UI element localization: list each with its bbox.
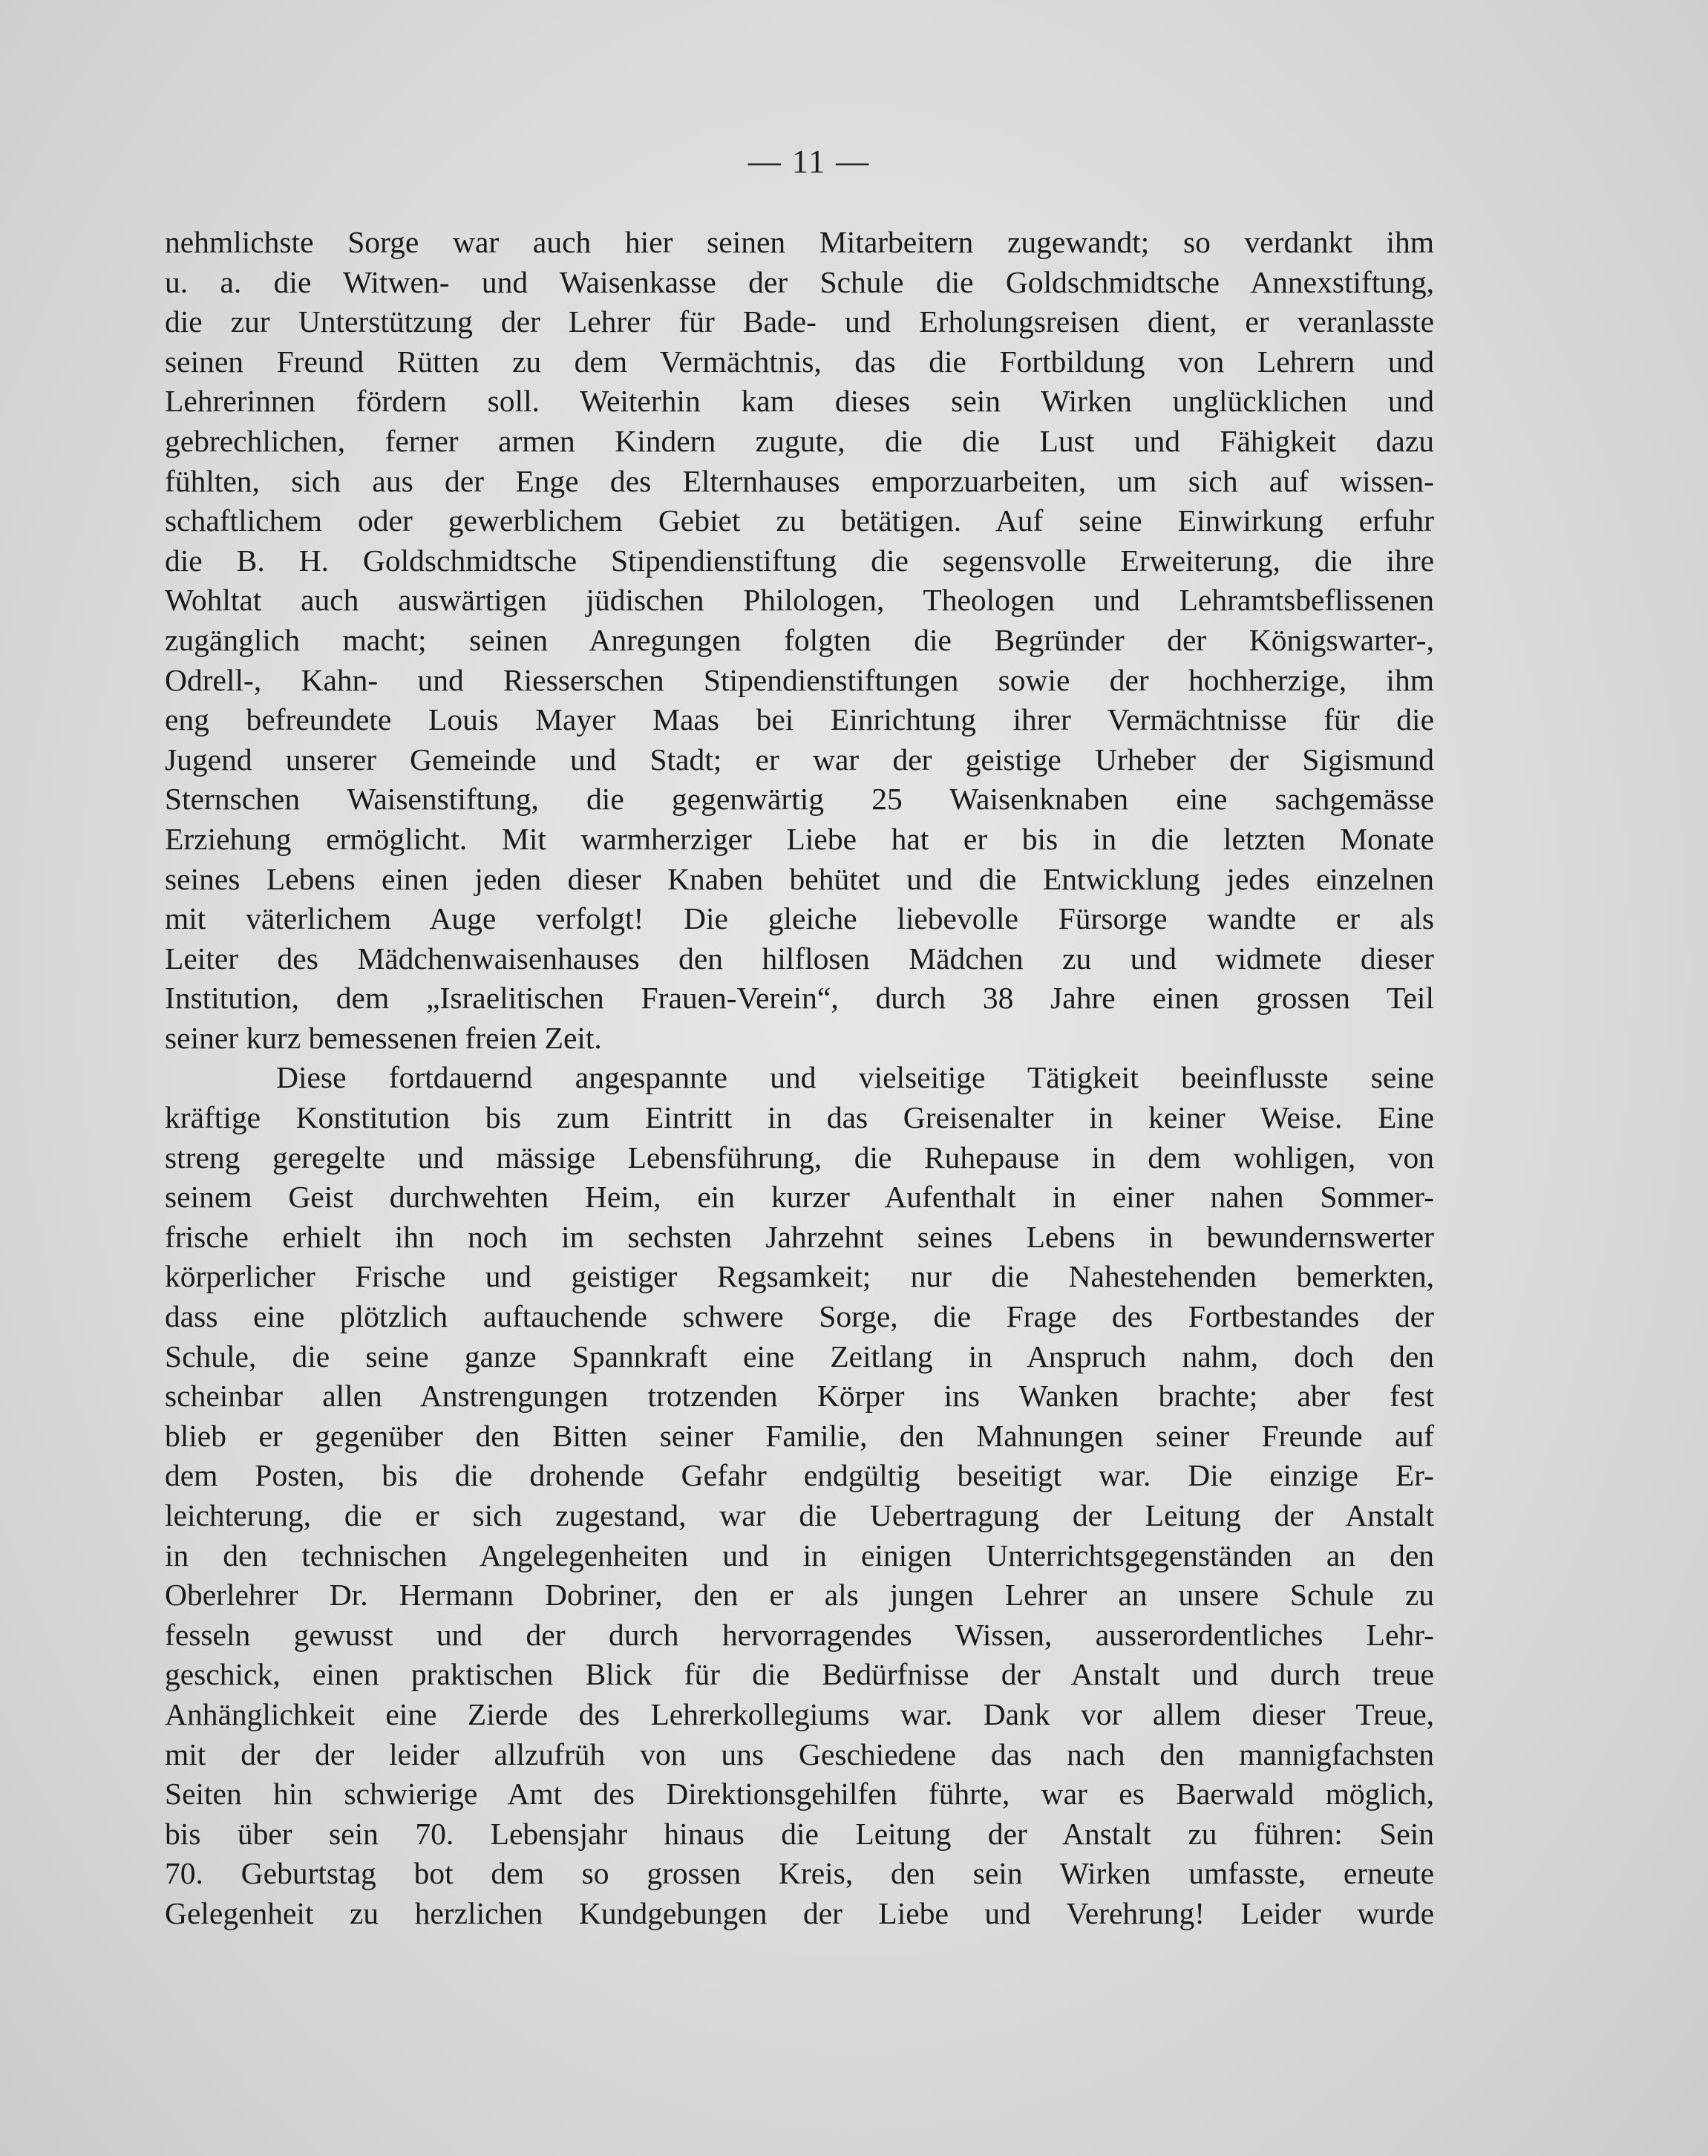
text-line: blieb er gegenüber den Bitten seiner Familie, den Mahnungen seiner Freunde auf	[165, 1418, 1434, 1453]
text-line: scheinbar allen Anstrengungen trotzenden Körper ins Wanken brachte; aber fest	[165, 1379, 1434, 1414]
text-line: Gelegenheit zu herzlichen Kundgebungen der Liebe und Verehrung! Leider wurde	[165, 1895, 1434, 1930]
text-line: leichterung, die er sich zugestand, war die Uebertragung der Leitung der Anstalt	[165, 1498, 1434, 1532]
text-line: mit väterlichem Auge verfolgt! Die gleiche liebevolle Fürsorge wandte er als	[165, 901, 1434, 936]
text-line: Institution, dem „Israelitischen Frauen-Verein“, durch 38 Jahre einen grossen Teil	[165, 981, 1434, 1016]
text-line: schaftlichem oder gewerblichem Gebiet zu betätigen. Auf seine Einwirkung erfuhr	[165, 503, 1434, 538]
text-line: Erziehung ermöglicht. Mit warmherziger Liebe hat er bis in die letzten Monate	[165, 821, 1434, 856]
text-line: mit der der leider allzufrüh von uns Geschiedene das nach den mannigfachsten	[165, 1737, 1434, 1771]
text-line: geschick, einen praktischen Blick für die Bedürfnisse der Anstalt und durch treue	[165, 1657, 1434, 1692]
text-line: nehmlichste Sorge war auch hier seinen Mitarbeitern zugewandt; so verdankt ihm	[165, 225, 1434, 259]
text-line: Leiter des Mädchenwaisenhauses den hilflosen Mädchen zu und widmete dieser	[165, 941, 1434, 976]
text-line: fesseln gewusst und der durch hervorragendes Wissen, ausserordentliches Lehr-	[165, 1617, 1434, 1652]
text-line: gebrechlichen, ferner armen Kindern zugute, die die Lust und Fähigkeit dazu	[165, 423, 1434, 458]
text-line: die zur Unterstützung der Lehrer für Bade- und Erholungsreisen dient, er veranlasste	[165, 304, 1434, 339]
text-line: Schule, die seine ganze Spannkraft eine Zeitlang in Anspruch nahm, doch den	[165, 1339, 1434, 1373]
text-line: Wohltat auch auswärtigen jüdischen Philologen, Theologen und Lehramtsbeflissenen	[165, 583, 1434, 618]
text-line: Oberlehrer Dr. Hermann Dobriner, den er als jungen Lehrer an unsere Schule zu	[165, 1578, 1434, 1613]
text-line: 70. Geburtstag bot dem so grossen Kreis, den sein Wirken umfasste, erneute	[165, 1856, 1434, 1891]
text-line: die B. H. Goldschmidtsche Stipendienstiftung die segensvolle Erweiterung, die ihre	[165, 543, 1434, 578]
text-line: seiner kurz bemessenen freien Zeit.	[165, 1020, 602, 1055]
text-line: Seiten hin schwierige Amt des Direktionsgehilfen führte, war es Baerwald möglich,	[165, 1777, 1434, 1812]
page-number: — 11 —	[747, 143, 871, 180]
text-line: Sternschen Waisenstiftung, die gegenwärtig 25 Waisenknaben eine sachgemässe	[165, 782, 1434, 817]
text-line: Jugend unserer Gemeinde und Stadt; er war der geistige Urheber der Sigismund	[165, 742, 1434, 777]
paragraph-2	[165, 1058, 1434, 1933]
text-line: seinen Freund Rütten zu dem Vermächtnis, das die Fortbildung von Lehrern und	[165, 344, 1434, 379]
text-line: bis über sein 70. Lebensjahr hinaus die Leitung der Anstalt zu führen: Sein	[165, 1816, 1434, 1851]
text-line: in den technischen Angelegenheiten und in einigen Unterrichtsgegenständen an den	[165, 1538, 1434, 1572]
text-line: Diese fortdauernd angespannte und vielseitige Tätigkeit beeinflusste seine	[276, 1060, 1434, 1095]
text-line: seinem Geist durchwehten Heim, ein kurzer Aufenthalt in einer nahen Sommer-	[165, 1180, 1434, 1215]
text-line: dem Posten, bis die drohende Gefahr endgültig beseitigt war. Die einzige Er-	[165, 1458, 1434, 1493]
text-line: dass eine plötzlich auftauchende schwere Sorge, die Frage des Fortbestandes der	[165, 1299, 1434, 1334]
text-line: kräftige Konstitution bis zum Eintritt in das Greisenalter in keiner Weise. Eine	[165, 1100, 1434, 1135]
text-line: seines Lebens einen jeden dieser Knaben behütet und die Entwicklung jedes einzelnen	[165, 861, 1434, 896]
text-line: Odrell-, Kahn- und Riesserschen Stipendienstiftungen sowie der hochherzige, ihm	[165, 662, 1434, 697]
text-line: u. a. die Witwen- und Waisenkasse der Schule die Goldschmidtsche Annexstiftung,	[165, 264, 1434, 299]
text-line: streng geregelte und mässige Lebensführung, die Ruhepause in dem wohligen, von	[165, 1140, 1434, 1175]
body-text	[165, 223, 1434, 1934]
text-line: fühlten, sich aus der Enge des Elternhauses emporzuarbeiten, um sich auf wissen-	[165, 463, 1434, 498]
text-line: Anhänglichkeit eine Zierde des Lehrerkollegiums war. Dank vor allem dieser Treue,	[165, 1696, 1434, 1731]
text-line: eng befreundete Louis Mayer Maas bei Einrichtung ihrer Vermächtnisse für die	[165, 702, 1434, 737]
text-line: zugänglich macht; seinen Anregungen folgten die Begründer der Königswarter-,	[165, 622, 1434, 657]
text-line: Lehrerinnen fördern soll. Weiterhin kam dieses sein Wirken unglücklichen und	[165, 384, 1434, 419]
text-line: körperlicher Frische und geistiger Regsamkeit; nur die Nahestehenden bemerkten,	[165, 1259, 1434, 1294]
paragraph-1	[165, 223, 1434, 1058]
text-line: frische erhielt ihn noch im sechsten Jahrzehnt seines Lebens in bewundernswerter	[165, 1219, 1434, 1254]
